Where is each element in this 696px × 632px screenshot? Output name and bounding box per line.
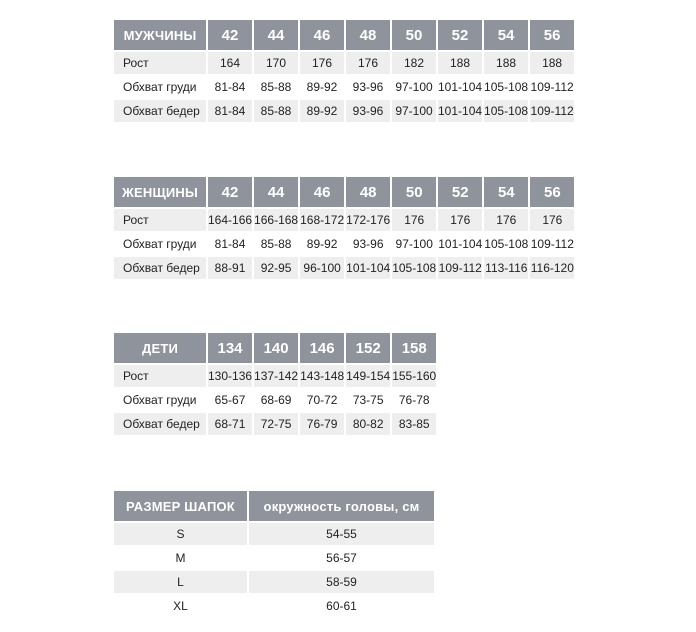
table-cell: 176 (392, 209, 436, 231)
table-cell: 105-108 (484, 80, 529, 94)
table-cell: 88-91 (208, 257, 252, 279)
table-cell: 105-108 (484, 237, 529, 251)
table-cell: 65-67 (214, 393, 246, 407)
table-cell: 58-59 (249, 571, 434, 593)
table-cell: 188 (438, 52, 482, 74)
table-cell: 56-57 (326, 551, 357, 565)
row-label: Рост (114, 209, 206, 231)
men-size-table (112, 18, 576, 124)
kids-size-table (112, 331, 438, 437)
table-cell: 80-82 (346, 413, 390, 435)
table-row (114, 233, 574, 255)
size-header: 50 (392, 20, 436, 50)
table-row (114, 209, 574, 231)
hat-size-cell: M (175, 551, 186, 565)
size-header: 54 (484, 20, 528, 50)
table-cell: 176 (300, 52, 344, 74)
table-cell: 81-84 (214, 237, 246, 251)
row-label: Обхват груди (123, 393, 197, 407)
table-cell: 85-88 (260, 237, 292, 251)
table-cell: 89-92 (306, 80, 338, 94)
table-cell: 101-104 (438, 100, 482, 122)
table-cell: 89-92 (306, 237, 338, 251)
table-cell: 168-172 (300, 209, 344, 231)
hats-size-table (112, 489, 436, 619)
women-table-title: ЖЕНЩИНЫ (114, 177, 206, 207)
table-cell: 105-108 (484, 100, 528, 122)
row-label: Рост (114, 52, 206, 74)
table-row (114, 365, 436, 387)
table-cell: 182 (392, 52, 436, 74)
table-cell: 76-79 (300, 413, 344, 435)
table-cell: 155-160 (392, 365, 436, 387)
table-cell: 72-75 (254, 413, 298, 435)
size-header: 42 (208, 20, 252, 50)
table-cell: 166-168 (254, 209, 298, 231)
table-header-row (114, 20, 574, 50)
size-header: 140 (254, 333, 298, 363)
row-label: Обхват груди (123, 237, 197, 251)
women-size-table (112, 175, 576, 281)
table-cell: 54-55 (249, 523, 434, 545)
table-row (114, 413, 436, 435)
table-cell: 97-100 (395, 237, 433, 251)
table-row (114, 547, 434, 569)
size-header: 52 (438, 177, 482, 207)
row-label: Обхват бедер (114, 257, 206, 279)
table-cell: 164-166 (208, 209, 252, 231)
size-header: 46 (300, 20, 344, 50)
size-header: 56 (530, 177, 574, 207)
table-cell: 176 (530, 209, 574, 231)
table-row (114, 571, 434, 593)
table-cell: 176 (346, 52, 390, 74)
table-cell: 101-104 (438, 80, 483, 94)
table-cell: 73-75 (352, 393, 384, 407)
table-cell: 76-78 (398, 393, 430, 407)
size-header: 152 (346, 333, 390, 363)
table-cell: 101-104 (346, 257, 390, 279)
row-label: Обхват бедер (114, 413, 206, 435)
hat-size-cell: XL (173, 599, 188, 613)
size-header: 50 (392, 177, 436, 207)
table-cell: 176 (438, 209, 482, 231)
table-row (114, 52, 574, 74)
table-cell: 83-85 (392, 413, 436, 435)
size-header: 48 (346, 20, 390, 50)
table-cell: 97-100 (395, 80, 433, 94)
row-label: Рост (114, 365, 206, 387)
table-cell: 113-116 (484, 257, 528, 279)
table-row (114, 523, 434, 545)
table-cell: 172-176 (346, 209, 390, 231)
row-label: Обхват груди (123, 80, 197, 94)
hats-table-title: РАЗМЕР ШАПОК (114, 491, 247, 521)
table-cell: 109-112 (530, 80, 574, 94)
table-cell: 68-71 (208, 413, 252, 435)
table-cell: 116-120 (530, 257, 574, 279)
size-header: 56 (530, 20, 574, 50)
table-cell: 164 (208, 52, 252, 74)
table-cell: 188 (484, 52, 528, 74)
size-header: 134 (208, 333, 252, 363)
size-header: 44 (254, 20, 298, 50)
table-row (114, 389, 436, 411)
table-cell: 81-84 (208, 100, 252, 122)
table-cell: 143-148 (300, 365, 344, 387)
hat-size-cell: S (114, 523, 247, 545)
table-cell: 70-72 (306, 393, 338, 407)
table-header-row (114, 177, 574, 207)
table-row (114, 257, 574, 279)
size-header: 42 (208, 177, 252, 207)
table-cell: 109-112 (438, 257, 482, 279)
table-cell: 93-96 (346, 100, 390, 122)
size-header: 158 (392, 333, 436, 363)
table-cell: 176 (484, 209, 528, 231)
table-cell: 96-100 (300, 257, 344, 279)
table-cell: 60-61 (326, 599, 357, 613)
table-cell: 97-100 (392, 100, 436, 122)
table-cell: 137-142 (254, 365, 298, 387)
head-circumference-header: окружность головы, см (249, 491, 434, 521)
table-cell: 93-96 (352, 80, 384, 94)
table-header-row (114, 491, 434, 521)
table-cell: 130-136 (208, 365, 252, 387)
table-cell: 89-92 (300, 100, 344, 122)
size-header: 44 (254, 177, 298, 207)
table-header-row (114, 333, 436, 363)
table-cell: 170 (254, 52, 298, 74)
size-header: 146 (300, 333, 344, 363)
size-header: 52 (438, 20, 482, 50)
table-cell: 109-112 (530, 237, 574, 251)
table-row (114, 100, 574, 122)
table-cell: 105-108 (392, 257, 436, 279)
row-label: Обхват бедер (114, 100, 206, 122)
hat-size-cell: L (114, 571, 247, 593)
table-row (114, 76, 574, 98)
table-cell: 85-88 (260, 80, 292, 94)
table-cell: 92-95 (254, 257, 298, 279)
table-cell: 85-88 (254, 100, 298, 122)
size-header: 54 (484, 177, 528, 207)
size-header: 48 (346, 177, 390, 207)
table-cell: 81-84 (214, 80, 246, 94)
men-table-title: МУЖЧИНЫ (114, 20, 206, 50)
table-cell: 68-69 (260, 393, 292, 407)
table-cell: 93-96 (352, 237, 384, 251)
table-row (114, 595, 434, 617)
table-cell: 109-112 (530, 100, 574, 122)
table-cell: 149-154 (346, 365, 390, 387)
table-cell: 101-104 (438, 237, 483, 251)
table-cell: 188 (530, 52, 574, 74)
size-header: 46 (300, 177, 344, 207)
kids-table-title: ДЕТИ (114, 333, 206, 363)
